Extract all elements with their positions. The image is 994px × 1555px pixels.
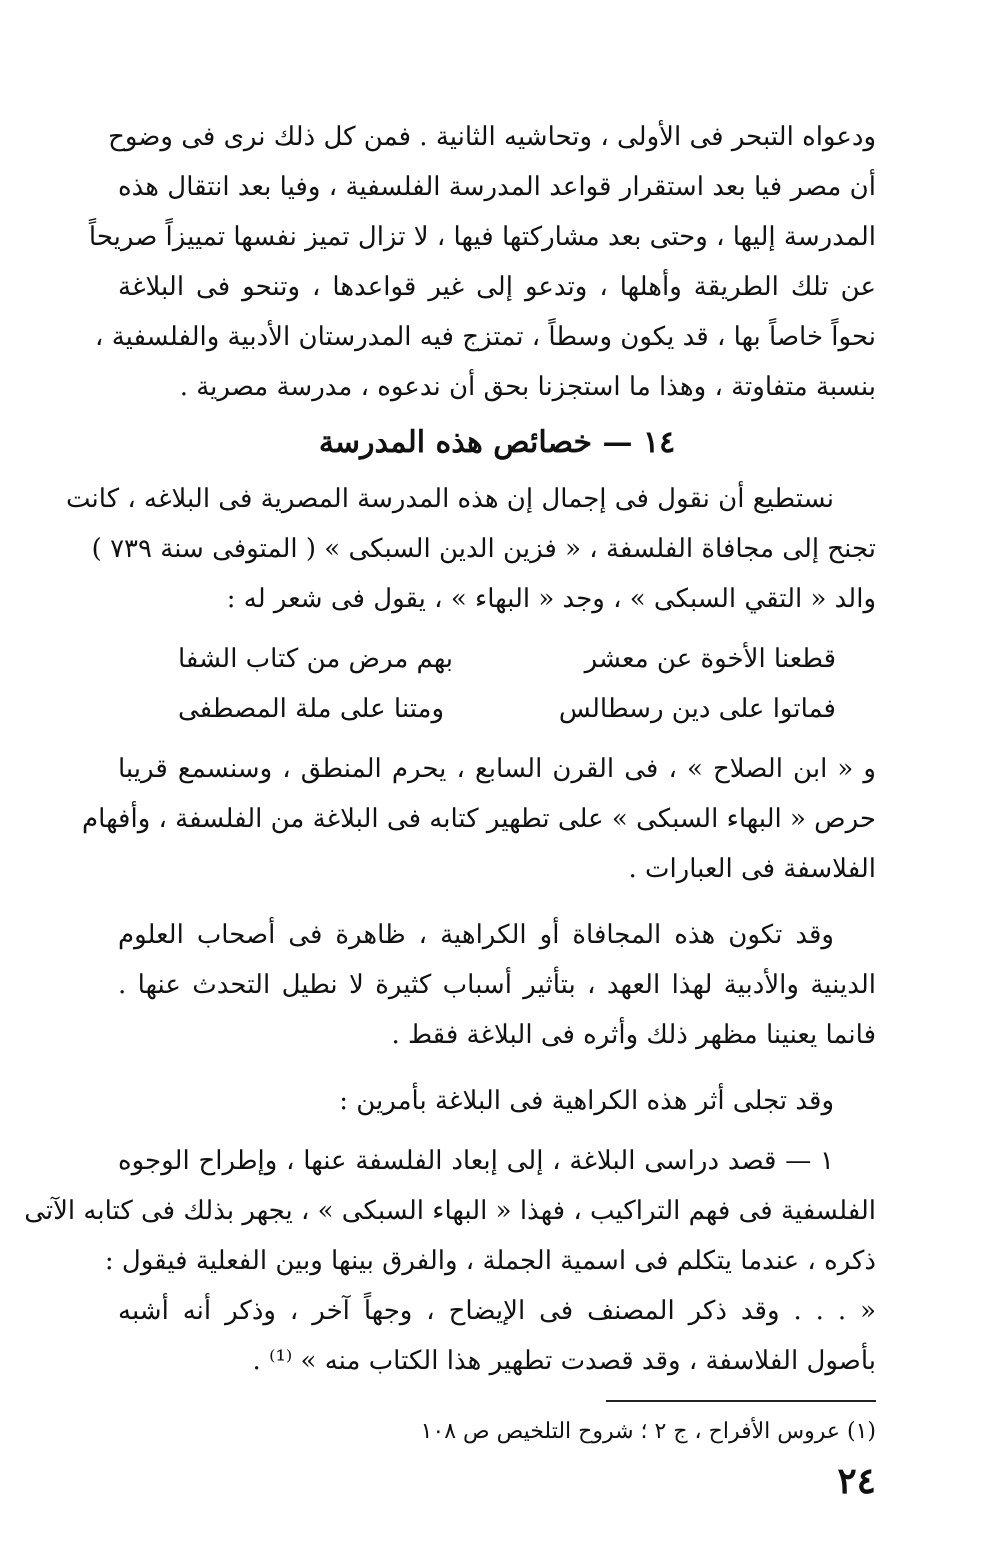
text-line: نحواً خاصاً بها ، قد يكون وسطاً ، تمتزج فيه المدرستان الأدبية والفلسفية ، (95, 322, 876, 352)
text-line: المدرسة إليها ، وحتى بعد مشاركتها فيها ، لا تزال تميز نفسها تمييزاً صريحاً (88, 222, 876, 252)
paragraph-6 (24, 1136, 876, 1386)
text-line: نستطيع أن نقول فى إجمال إن هذه المدرسة المصرية فى البلاغه ، كانت (66, 484, 834, 514)
text-line: الدينية والأدبية لهذا العهد ، بتأثير أسباب كثيرة لا نطيل التحدث عنها . (118, 970, 876, 1000)
text-line: ١ — قصد دراسى البلاغة ، إلى إبعاد الفلسفة عنها ، وإطراح الوجوه (118, 1146, 834, 1176)
text-line: ودعواه التبحر فى الأولى ، وتحاشيه الثانية . فمن كل ذلك نرى فى وضوح (108, 122, 876, 152)
text-line: وقد تكون هذه المجافاة أو الكراهية ، ظاهرة فى أصحاب العلوم (118, 920, 834, 950)
text-line: وقد تجلى أثر هذه الكراهية فى البلاغة بأمرين : (339, 1086, 834, 1116)
text-line: الفلسفية فى فهم التراكيب ، فهذا « البهاء السبكى » ، يجهر بذلك فى كتابه الآتى (24, 1196, 876, 1226)
poem (118, 634, 876, 734)
text-line: عن تلك الطريقة وأهلها ، وتدعو إلى غير قواعدها ، وتنحو فى البلاغة (118, 272, 876, 302)
verse-second-half: ومتنا على ملة المصطفى (178, 694, 445, 724)
verse-second-half: بهم مرض من كتاب الشفا (178, 644, 454, 674)
footnote: (١) عروس الأفراح ، ج ٢ ؛ شروح التلخيص ص ١٠٨ (420, 1419, 876, 1444)
text-line: أن مصر فيا بعد استقرار قواعد المدرسة الفلسفية ، وفيا بعد انتقال هذه (118, 172, 876, 202)
verse-first-half: قطعنا الأخوة عن معشر (584, 644, 836, 674)
text-line: والد « التقي السبكى » ، وجد « البهاء » ، يقول فى شعر له : (226, 584, 876, 614)
text-line: بنسبة متفاوتة ، وهذا ما استجزنا بحق أن ندعوه ، مدرسة مصرية . (179, 372, 876, 402)
verse-first-half: فماتوا على دين رسطالس (558, 694, 836, 724)
paragraph-1 (88, 112, 876, 412)
text-line: فانما يعنينا مظهر ذلك وأثره فى البلاغة فقط . (391, 1020, 876, 1050)
paragraph-4 (118, 910, 876, 1060)
text-line: حرص « البهاء السبكى » على تطهير كتابه فى البلاغة من الفلسفة ، وأفهام (82, 804, 876, 834)
text-line: ذكره ، عندما يتكلم فى اسمية الجملة ، والفرق بينها وبين الفعلية فيقول : (104, 1246, 876, 1276)
text-line: الفلاسفة فى العبارات . (628, 854, 876, 884)
section-heading: ١٤ — خصائص هذه المدرسة (318, 425, 676, 460)
page-body (24, 112, 876, 1525)
text-line: و « ابن الصلاح » ، فى القرن السابع ، يحرم المنطق ، وسنسمع قريبا (118, 754, 876, 784)
page-number: ٢٤ (837, 1460, 876, 1502)
poem-verse (118, 684, 876, 734)
footnote-divider (606, 1400, 876, 1402)
paragraph-3 (82, 744, 876, 894)
poem-verse (118, 634, 876, 684)
text-line: تجنح إلى مجافاة الفلسفة ، « فزين الدين السبكى » ( المتوفى سنة ٧٣٩ ) (91, 534, 876, 564)
paragraph-2 (66, 474, 876, 624)
text-line: « . . . وقد ذكر المصنف فى الإيضاح ، وجهاً آخر ، وذكر أنه أشبه (118, 1296, 876, 1326)
text-line: بأصول الفلاسفة ، وقد قصدت تطهير هذا الكتاب منه » ⁽¹⁾ . (252, 1346, 876, 1376)
paragraph-5 (118, 1076, 876, 1126)
